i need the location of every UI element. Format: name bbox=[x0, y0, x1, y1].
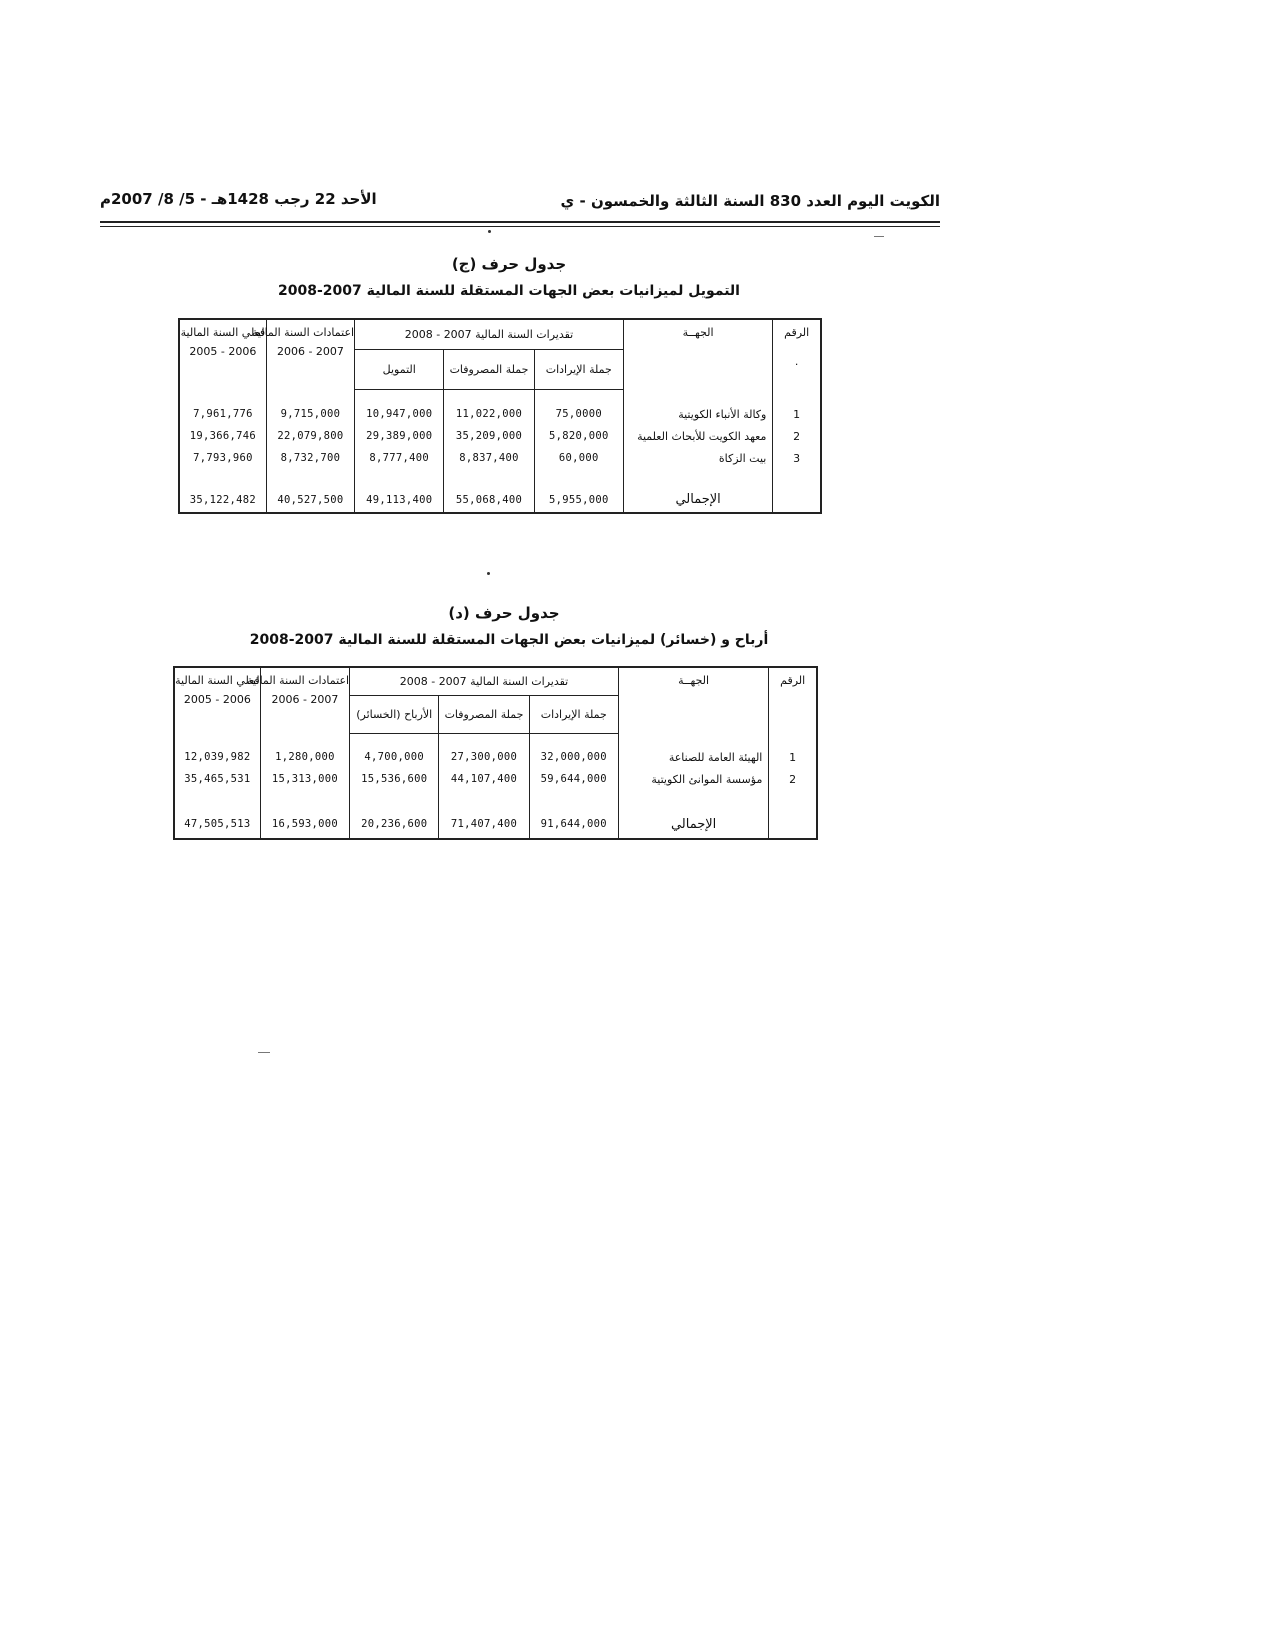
page-header bbox=[100, 192, 940, 222]
table-row: 1 الهيئة العامة للصناعة 32,000,000 27,300,000 4,700,000 1,280,000 12,039,982 bbox=[174, 746, 817, 768]
table-d-title: جدول حرف (د) bbox=[448, 604, 560, 622]
table-c-title: جدول حرف (ج) bbox=[451, 255, 567, 273]
table-c-subtitle: التمويل لميزانيات بعض الجهات المستقلة للسنة المالية 2007-2008 bbox=[278, 283, 740, 299]
table-c bbox=[178, 318, 822, 514]
scan-mark bbox=[258, 1052, 270, 1053]
header-estimates: تقديرات السنة المالية 2007 - 2008 bbox=[355, 319, 624, 349]
header-profit-loss: الأرباح (الخسائر) bbox=[350, 695, 439, 733]
table-d-subtitle: أرباح و (خسائر) لميزانيات بعض الجهات المستقلة للسنة المالية 2007-2008 bbox=[249, 632, 769, 648]
header-estimates: تقديرات السنة المالية 2007 - 2008 bbox=[350, 667, 619, 695]
header-actual: فعلي السنة المالية 2006 - 2005 bbox=[179, 319, 266, 389]
header-funding: التمويل bbox=[355, 349, 444, 389]
scan-speck bbox=[488, 230, 491, 233]
header-credits: اعتمادات السنة المالية 2007 - 2006 bbox=[260, 667, 349, 734]
header-no: الرقم . bbox=[773, 319, 821, 389]
table-row: 1 وكالة الأنباء الكويتية 75,0000 11,022,000 10,947,000 9,715,000 7,961,776 bbox=[179, 403, 821, 425]
header-revenue: جملة الإيرادات bbox=[534, 349, 623, 389]
header-actual: فعلي السنة المالية 2006 - 2005 bbox=[174, 667, 260, 734]
scan-mark bbox=[874, 236, 884, 237]
issue-date: الأحد 22 رجب 1428هـ - 5/ 8/ 2007م bbox=[100, 190, 377, 208]
header-entity: الجهــة bbox=[623, 319, 772, 389]
header-rule-thin bbox=[100, 226, 940, 227]
scan-speck bbox=[487, 572, 490, 575]
header-no: الرقم bbox=[769, 667, 817, 734]
table-row: 3 بيت الزكاة 60,000 8,837,400 8,777,400 8,732,700 7,793,960 bbox=[179, 447, 821, 469]
table-total-row: الإجمالي 5,955,000 55,068,400 49,113,400 40,527,500 35,122,482 bbox=[179, 487, 821, 513]
table-row: 2 معهد الكويت للأبحاث العلمية 5,820,000 35,209,000 29,389,000 22,079,800 19,366,746 bbox=[179, 425, 821, 447]
header-expenses: جملة المصروفات bbox=[444, 349, 534, 389]
table-d bbox=[173, 666, 818, 840]
header-revenue: جملة الإيرادات bbox=[529, 695, 618, 733]
table-row: 2 مؤسسة الموانئ الكويتية 59,644,000 44,107,400 15,536,600 15,313,000 35,465,531 bbox=[174, 768, 817, 790]
header-rule bbox=[100, 221, 940, 223]
header-credits: اعتمادات السنة المالية 2007 - 2006 bbox=[266, 319, 354, 389]
gazette-issue: الكويت اليوم العدد 830 السنة الثالثة والخمسون - ي bbox=[560, 192, 940, 210]
header-expenses: جملة المصروفات bbox=[439, 695, 529, 733]
header-entity: الجهــة bbox=[618, 667, 768, 734]
table-total-row: الإجمالي 91,644,000 71,407,400 20,236,600 16,593,000 47,505,513 bbox=[174, 811, 817, 839]
